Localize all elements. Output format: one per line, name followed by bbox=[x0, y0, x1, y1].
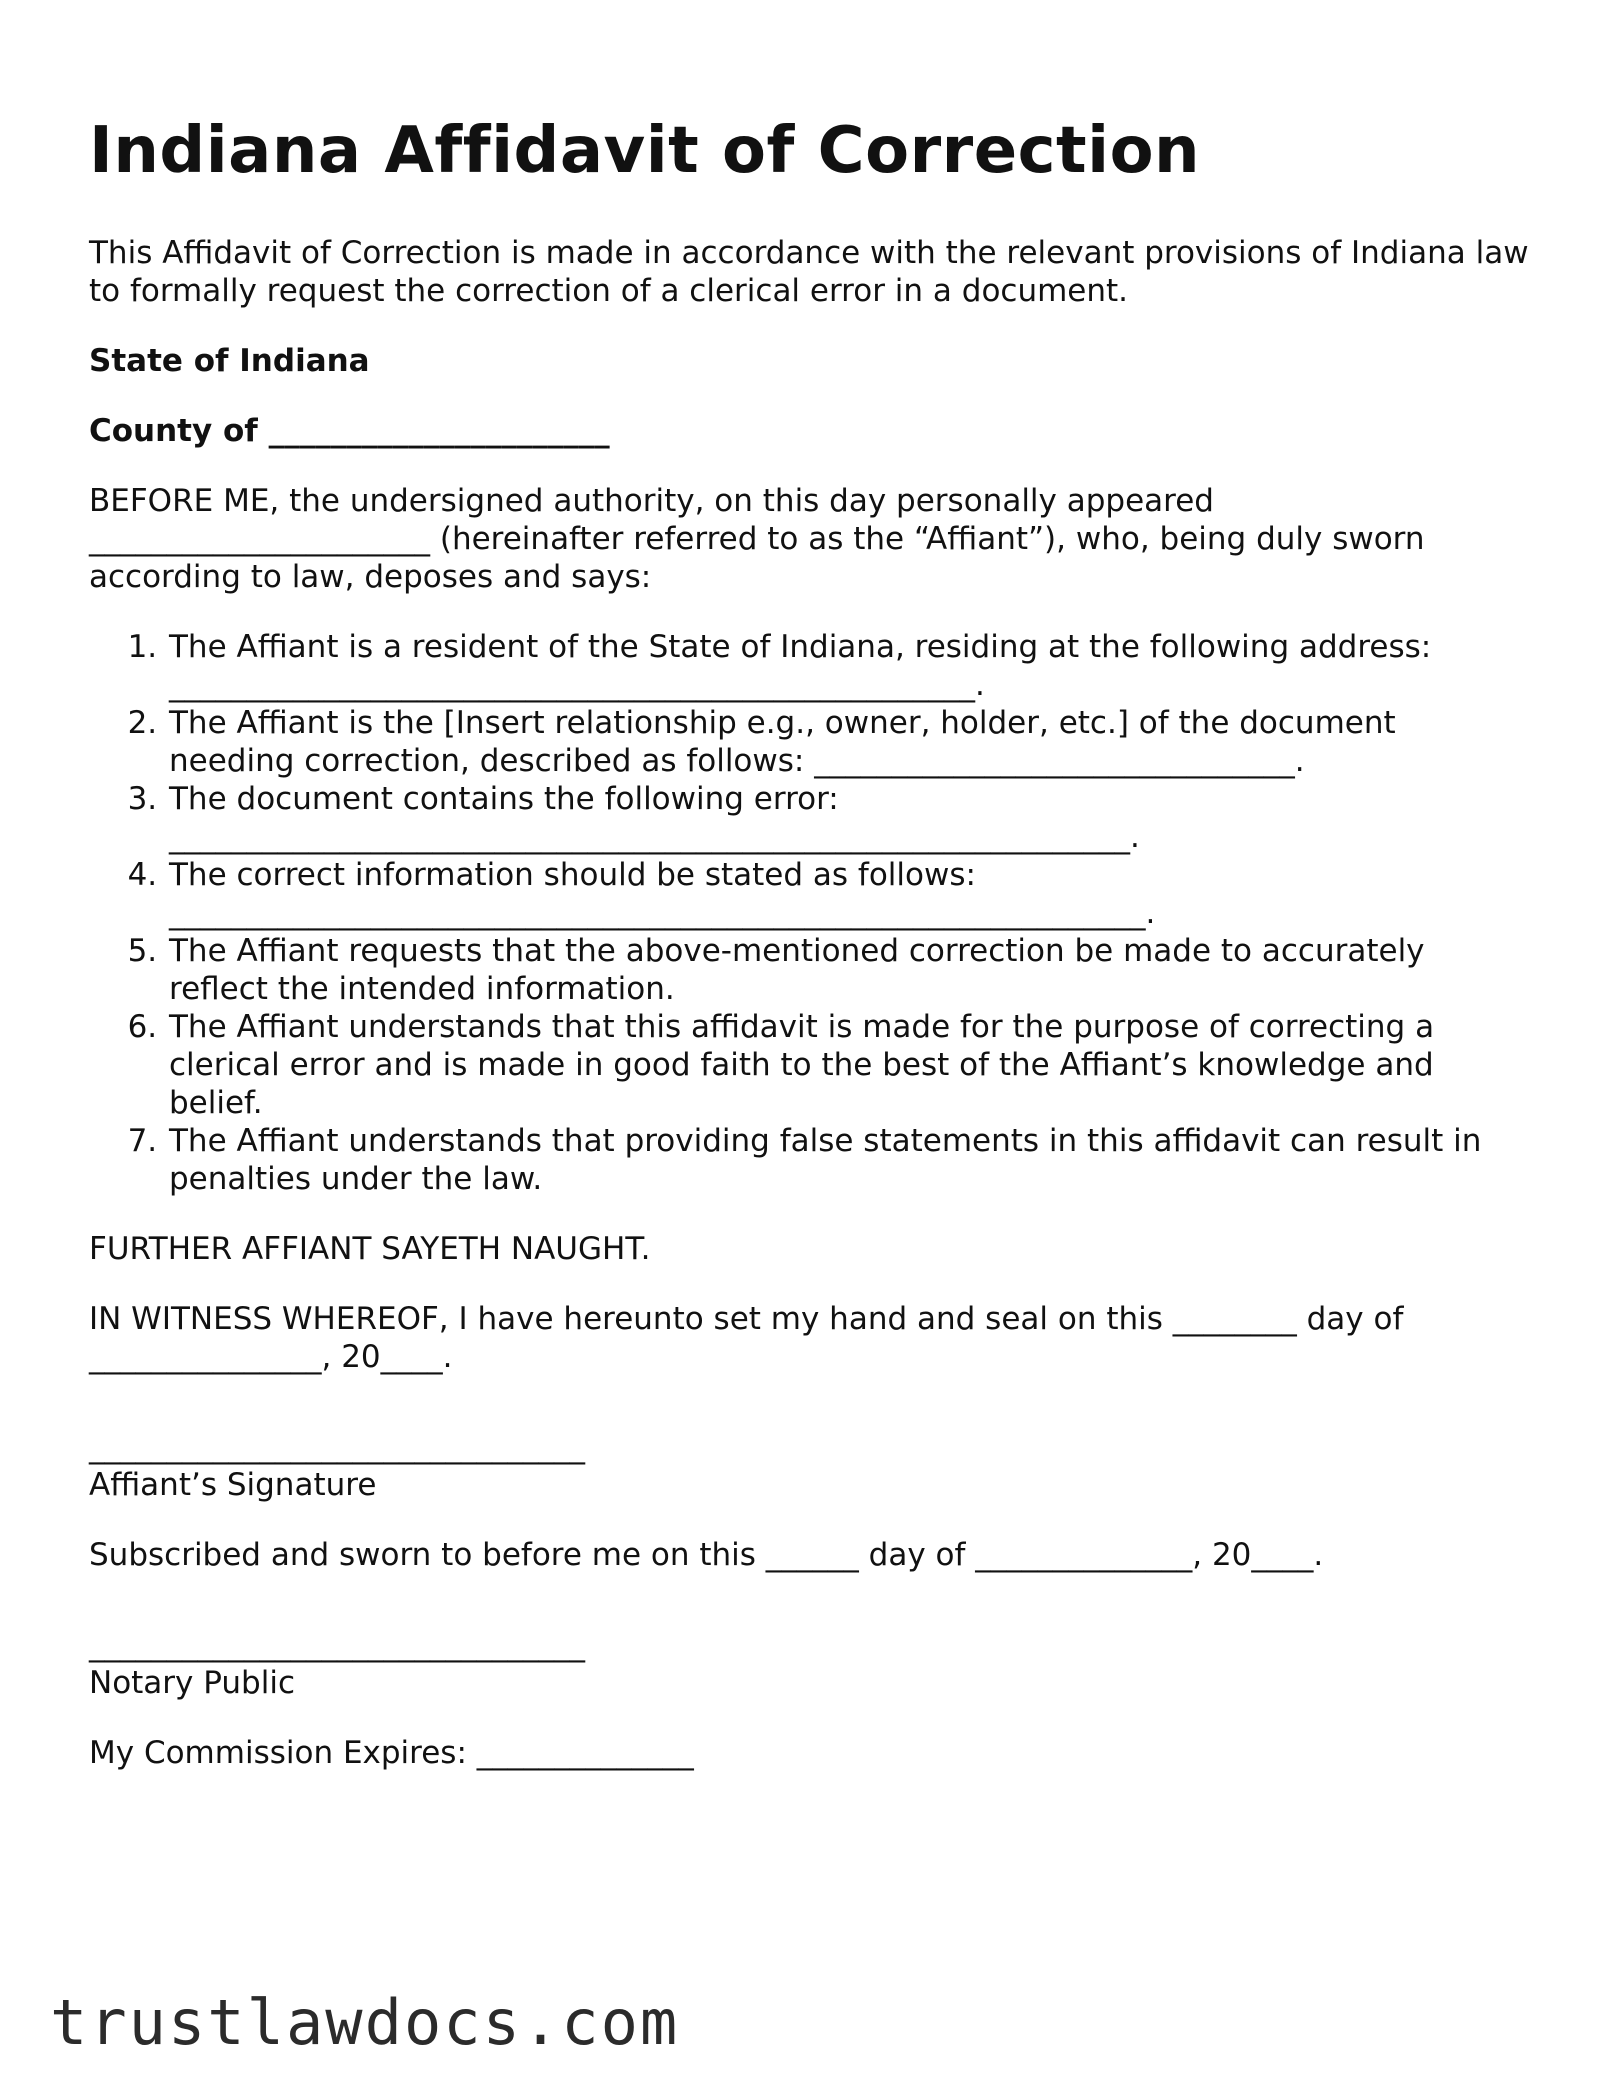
clause-item: 7. The Affiant understands that providing false statements in this affidavit can result in penalties under the law. bbox=[167, 1122, 1529, 1198]
clause-item: 1. The Affiant is a resident of the State of Indiana, residing at the following address: ____________________________________________________. bbox=[167, 628, 1529, 704]
affiant-signature-label: Affiant’s Signature bbox=[89, 1467, 377, 1503]
clause-item: 6. The Affiant understands that this affidavit is made for the purpose of correcting a clerical error and is made in good faith to the best of the Affiant’s knowledge and belief. bbox=[167, 1008, 1529, 1122]
clause-item: 5. The Affiant requests that the above-mentioned correction be made to accurately reflect the intended information. bbox=[167, 932, 1529, 1008]
notary-public-label: Notary Public bbox=[89, 1665, 295, 1701]
before-me-paragraph: BEFORE ME, the undersigned authority, on this day personally appeared ______________________ (hereinafter referred to as the “Affiant”), who, being duly sworn according to law, deposes and says: bbox=[89, 483, 1425, 595]
document-title: Indiana Affidavit of Correction bbox=[89, 114, 1201, 188]
intro-paragraph: This Affidavit of Correction is made in accordance with the relevant provisions of Indiana law to formally request the correction of a clerical error in a document. bbox=[89, 235, 1529, 309]
commission-expires-line: My Commission Expires: ______________ bbox=[89, 1735, 694, 1771]
clause-item: 2. The Affiant is the [Insert relationship e.g., owner, holder, etc.] of the document needing correction, described as follows: _______________________________. bbox=[167, 704, 1529, 780]
affidavit-document bbox=[89, 112, 1529, 1804]
affiant-signature-line: ________________________________ bbox=[89, 1429, 585, 1465]
subscribed-sworn-line: Subscribed and sworn to before me on this ______ day of ______________, 20____. bbox=[89, 1537, 1324, 1573]
state-line: State of Indiana bbox=[89, 343, 370, 379]
notary-signature-line: ________________________________ bbox=[89, 1627, 585, 1663]
clause-list bbox=[89, 628, 1529, 1198]
clause-item: 3. The document contains the following error: ______________________________________________________________. bbox=[167, 780, 1529, 856]
clause-item: 4. The correct information should be stated as follows: _______________________________________________________________. bbox=[167, 856, 1529, 932]
further-affiant-line: FURTHER AFFIANT SAYETH NAUGHT. bbox=[89, 1231, 651, 1267]
witness-paragraph: IN WITNESS WHEREOF, I have hereunto set my hand and seal on this ________ day of _______________, 20____. bbox=[89, 1301, 1404, 1375]
county-line: County of ______________________ bbox=[89, 413, 610, 449]
site-watermark: trustlawdocs.com bbox=[50, 1986, 680, 2059]
